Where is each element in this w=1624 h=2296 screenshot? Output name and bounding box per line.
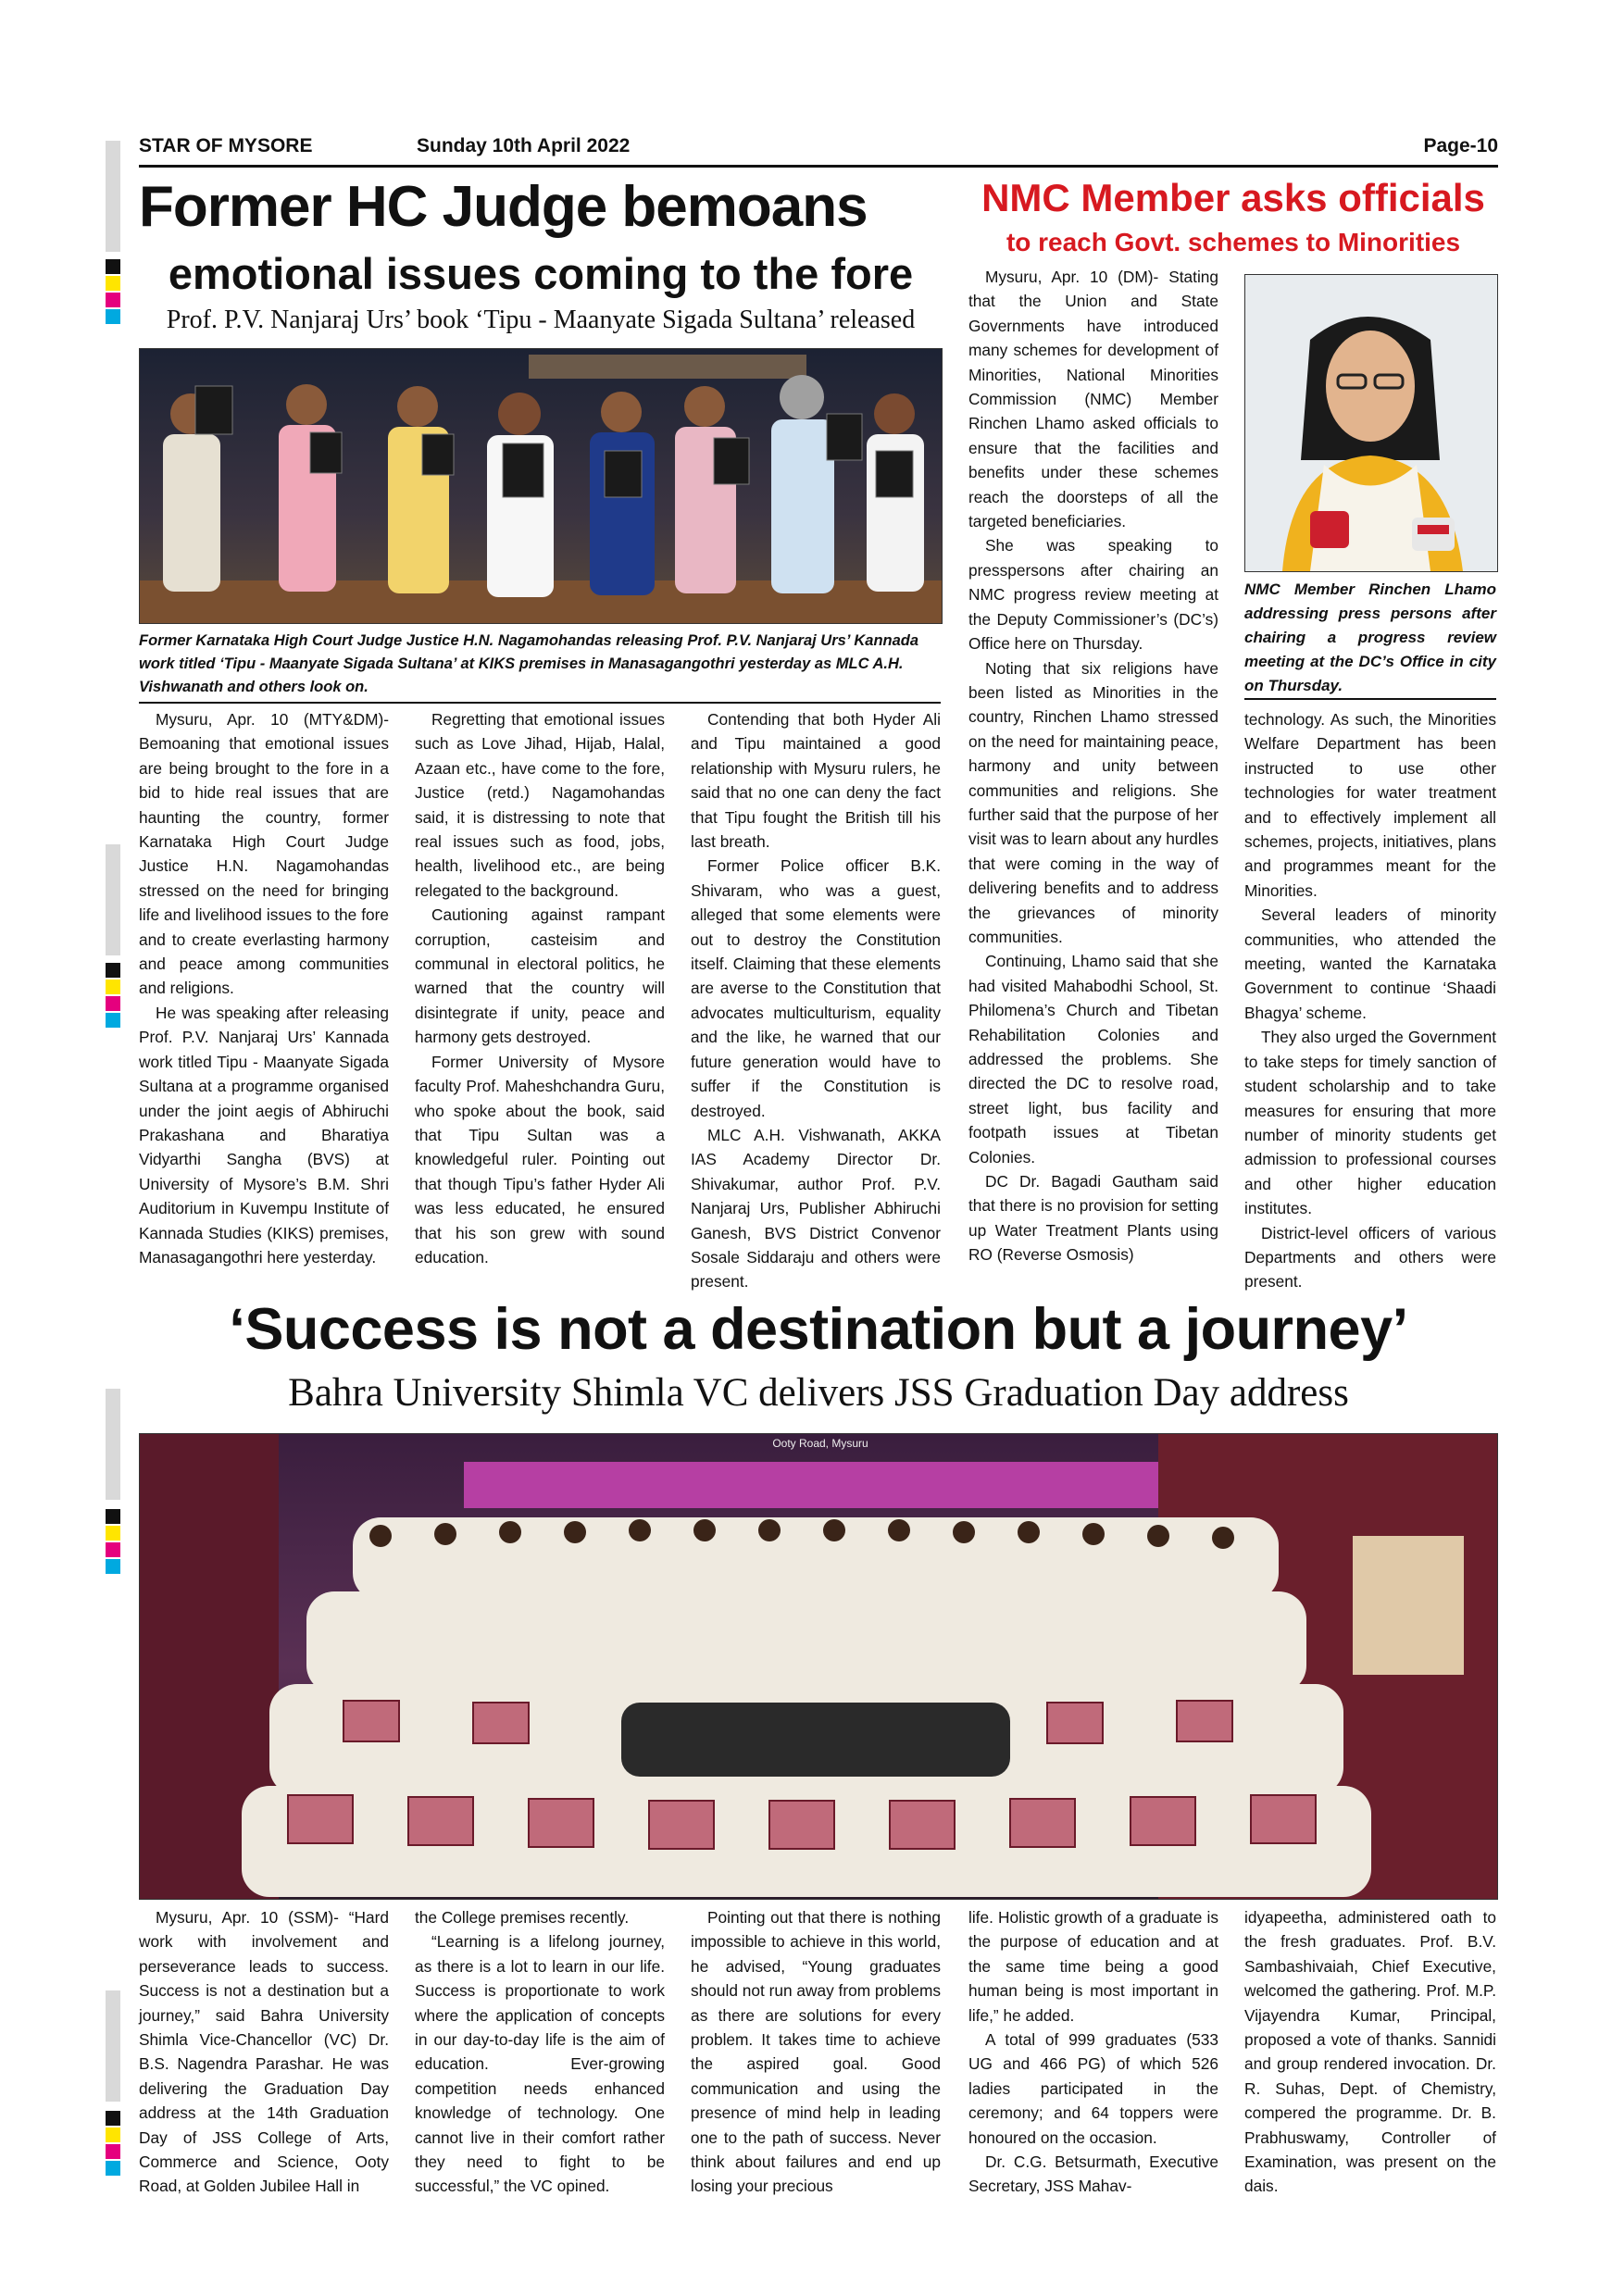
photo-graduation-day (139, 1433, 1498, 1900)
reg-mark-magenta (106, 996, 120, 1011)
paragraph: Regretting that emotional issues such as Love Jihad, Hijab, Halal, Azaan etc., have come to the fore, Justice (retd.) Nagamohandas said, it is distressing to note that real issues such as food, jobs, health, livelihood etc., are being relegated to the background. (415, 710, 665, 900)
reg-mark-black (106, 1509, 120, 1524)
paper-name: STAR OF MYSORE (139, 135, 313, 156)
paragraph: Cautioning against rampant corruption, casteisim and communal in electoral politics, he warned that the country will disintegrate if unity, peace and harmony gets destroyed. (415, 905, 665, 1047)
reg-mark-cyan (106, 1013, 120, 1028)
paragraph: life. Holistic growth of a graduate is the purpose of education and at the same time being a good human being is most important in life,” he added. (968, 1908, 1218, 2025)
gray-bar (106, 1389, 120, 1500)
paragraph: “Learning is a lifelong journey, as there is a lot to learn in our life. Success is proportionate to work where the application of concepts in our day-to-day life is the aim of education. Ever-growing competition needs enhanced knowledge of technology. One cannot live in their comfort rather they need to fight to be successful,” the VC opined. (415, 1932, 665, 2196)
paragraph: She was speaking to presspersons after chairing an NMC progress review meeting at the Deputy Commissioner’s (DC’s) Office here on Thursday. (968, 536, 1218, 654)
headline-nmc: NMC Member asks officials (981, 176, 1485, 219)
headline-judge-line2: emotional issues coming to the fore (168, 249, 914, 298)
paragraph: District-level officers of various Departments and others were present. (1244, 1223, 1496, 1292)
story3-column-3 (691, 1905, 941, 2199)
paragraph: the College premises recently. (415, 1908, 630, 1927)
reg-mark-yellow (106, 1526, 120, 1541)
paragraph: Dr. C.G. Betsurmath, Executive Secretary, JSS Mahav- (968, 2152, 1218, 2196)
reg-mark-magenta (106, 2144, 120, 2159)
paragraph: idyapeetha, administered oath to the fresh graduates. Prof. B.V. Sambashivaiah, Chief Executive, welcomed the gathering. Prof. M.P. Vijayendra Kumar, Principal, proposed a vote of thanks. Sannidi and group rendered invocation. Dr. R. Suhas, Dept. of Chemistry, compered the programme. Dr. B. Prabhuswamy, Controller of Examination, was present on the dais. (1244, 1908, 1496, 2196)
paragraph: DC Dr. Bagadi Gautham said that there is no provision for setting up Water Treatment Plants using RO (Reverse Osmosis) (968, 1172, 1218, 1265)
paragraph: Mysuru, Apr. 10 (SSM)- “Hard work with involvement and perseverance leads to success. Success is not a destination but a journey,” said Bahra University Shimla Vice-Chancellor (VC) Dr. B.S. Nagendra Parashar. He was delivering the Graduation Day address at the 14th Graduation Day of JSS College of Arts, Commerce and Science, Ooty Road, at Golden Jubilee Hall in (139, 1908, 389, 2196)
reg-mark-black (106, 259, 120, 274)
reg-mark-yellow (106, 980, 120, 994)
photo-sign-text: Ooty Road, Mysuru (772, 1437, 868, 1450)
paragraph: Mysuru, Apr. 10 (MTY&DM)- Bemoaning that emotional issues are being brought to the fore in a bid to hide real issues that are haunting the country, former Karnataka High Court Judge Justice H.N. Nagamohandas stressed on the need for bringing life and livelihood issues to the fore and to create everlasting harmony and peace among communities and religions. (139, 710, 389, 998)
story3-column-5 (1244, 1905, 1496, 2199)
reg-mark-magenta (106, 1542, 120, 1557)
paragraph: Contending that both Hyder Ali and Tipu maintained a good relationship with Mysuru rulers, he said that no one can deny the fact that Tipu fought the British till his last breath. (691, 710, 941, 852)
paragraph: MLC A.H. Vishwanath, AKKA IAS Academy Director Dr. Shivakumar, author Prof. P.V. Nanjaraj Urs, Publisher Abhiruchi Ganesh, BVS District Convenor Sosale Siddaraju and others were present. (691, 1125, 941, 1292)
story1-column-2 (415, 707, 665, 1269)
story2-column-1 (968, 265, 1218, 1267)
gray-bar (106, 844, 120, 955)
story1-column-3 (691, 707, 941, 1294)
gray-bar (106, 1990, 120, 2102)
page-number: Page-10 (1423, 135, 1498, 156)
paragraph: Continuing, Lhamo said that she had visited Mahabodhi School, St. Philomena’s Church and Tibetan Rehabilitation Colonies and addressed the problems. She directed the DC to resolve road, street light, bus facility and footpath issues at Tibetan Colonies. (968, 952, 1218, 1167)
reg-mark-yellow (106, 276, 120, 291)
photo-rinchen-lhamo (1244, 274, 1498, 572)
reg-mark-cyan (106, 2161, 120, 2176)
paragraph: technology. As such, the Minorities Welfare Department has been instructed to use other technologies for water treatment and to effectively implement all schemes, projects, initiatives, plans and programmes meant for the Minorities. (1244, 710, 1496, 900)
paragraph: Noting that six religions have been listed as Minorities in the country, Rinchen Lhamo stressed on the need for maintaining peace, harmony and unity between communities and religions. She further said that the purpose of her visit was to learn about any hurdles that were coming in the way of delivering benefits and to address the grievances of minority communities. (968, 658, 1218, 946)
reg-mark-magenta (106, 293, 120, 307)
paragraph: Former University of Mysore faculty Prof. Maheshchandra Guru, who spoke about the book, said that Tipu Sultan was a knowledgeful ruler. Pointing out that though Tipu’s father Hyder Ali was less educated, he ensured that his son grew with sound education. (415, 1052, 665, 1267)
issue-date: Sunday 10th April 2022 (417, 135, 631, 156)
paragraph: Pointing out that there is nothing impossible to achieve in this world, he advised, “Young graduates should not run away from problems as there are solutions for every problem. It takes time to achieve the aspired goal. Good communication and using the presence of mind help in leading one to the path of success. Never think about failures and end up losing your precious (691, 1908, 941, 2196)
paragraph: He was speaking after releasing Prof. P.V. Nanjaraj Urs’ Kannada work titled Tipu - Maanyate Sigada Sultana at a programme organised under the joint aegis of Abhiruchi Prakashana and Bharatiya Vidyarthi Sangha (BVS) at University of Mysore’s B.M. Shri Auditorium in Kuvempu Institute of Kannada Studies (KIKS) premises, Manasagangothri here yesterday. (139, 1003, 389, 1267)
paragraph: Former Police officer B.K. Shivaram, who was a guest, alleged that some elements were out to destroy the Constitution itself. Claiming that these elements are averse to the Constitution that advocates multiculturism, equality and the like, he warned that our future generation would have to suffer if the Constitution is destroyed. (691, 856, 941, 1120)
paragraph: Mysuru, Apr. 10 (DM)- Stating that the Union and State Governments have introduced many schemes for development of Minorities, National Minorities Commission (NMC) Member Rinchen Lhamo asked officials to ensure that the facilities and benefits under these schemes reach the doorsteps of all the targeted beneficiaries. (968, 268, 1218, 531)
headline-nmc-line2: to reach Govt. schemes to Minorities (1006, 228, 1461, 256)
reg-mark-cyan (106, 309, 120, 324)
header-rule (139, 165, 1498, 168)
story1-column-1 (139, 707, 389, 1269)
photo-book-release (139, 348, 943, 624)
caption-rinchen-lhamo: NMC Member Rinchen Lhamo addressing press persons after chairing a progress review meeting at the DC’s Office in city on Thursday. (1244, 580, 1496, 694)
gray-bar (106, 141, 120, 252)
story3-column-4 (968, 1905, 1218, 2199)
caption-rule (139, 702, 941, 704)
headline-success: ‘Success is not a destination but a journey’ (229, 1297, 1408, 1362)
paragraph: Several leaders of minority communities, who attended the meeting, wanted the Karnataka Government to continue ‘Shaadi Bhagya’ scheme. (1244, 905, 1496, 1022)
paragraph: They also urged the Government to take steps for timely sanction of student scholarship and to take measures for ensuring that more number of minority students get admission to professional courses and other higher education institutes. (1244, 1028, 1496, 1218)
reg-mark-cyan (106, 1559, 120, 1574)
paragraph: A total of 999 graduates (533 UG and 466 PG) of which 526 ladies participated in the ceremony; and 64 toppers were honoured on the occasion. (968, 2030, 1218, 2147)
caption-book-release: Former Karnataka High Court Judge Justice H.N. Nagamohandas releasing Prof. P.V. Nanjaraj Urs’ Kannada work titled ‘Tipu - Maanyate Sigada Sultana’ at KIKS premises in Manasagangothri yesterday as MLC A.H. Vishwanath and others look on. (139, 632, 919, 695)
reg-mark-black (106, 2111, 120, 2126)
story3-column-1 (139, 1905, 389, 2199)
headline-judge: Former HC Judge bemoans (139, 175, 868, 239)
subhead-graduation: Bahra University Shimla VC delivers JSS Graduation Day address (288, 1371, 1349, 1415)
caption-rule (1244, 698, 1496, 700)
reg-mark-yellow (106, 2128, 120, 2142)
reg-mark-black (106, 963, 120, 978)
story3-column-2 (415, 1905, 665, 2199)
story2-column-2 (1244, 707, 1496, 1294)
subhead-book-release: Prof. P.V. Nanjaraj Urs’ book ‘Tipu - Maanyate Sigada Sultana’ released (166, 306, 916, 334)
